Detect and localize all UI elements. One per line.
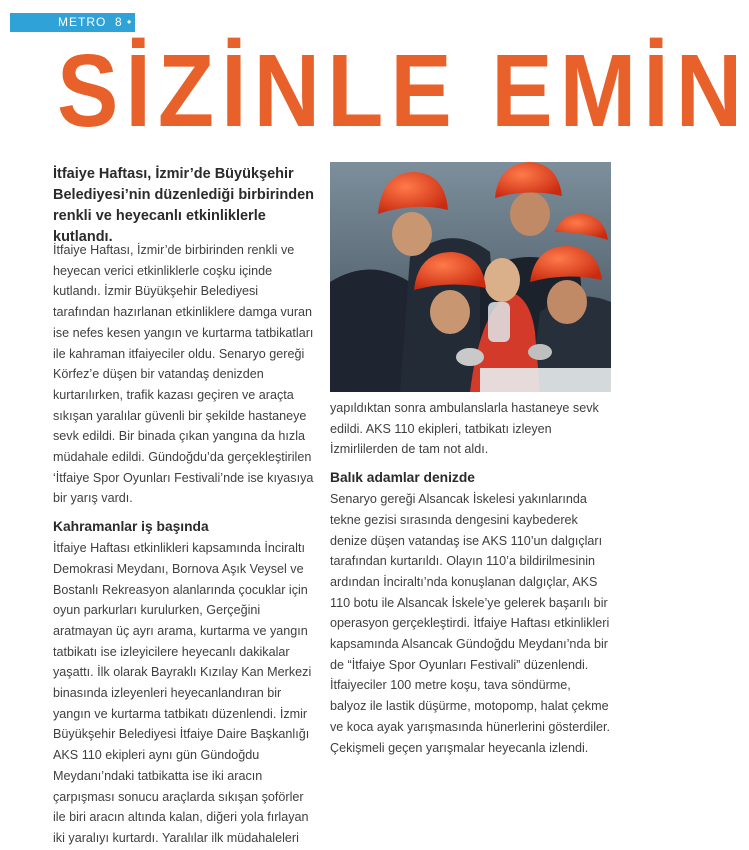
section-heading-heroes: Kahramanlar iş başında — [53, 519, 209, 535]
rescue-photo-illustration — [330, 162, 611, 392]
section-heading-divers: Balık adamlar denizde — [330, 470, 475, 486]
heroes-paragraph: İtfaiye Haftası etkinlikleri kapsamında İnciraltı Demokrasi Meydanı, Bornova Aşık Veysel ve Bostanlı Rekreasyon alanlarında çocuklar için oyun parkurları kurulurken, Gerçeğini aratmayan üç ayrı arama, kurtarma ve yangın tatbikatı ise izleyicilere heyecanlı dakikalar yaşattı. İlk olarak Bayraklı Kızılay Kan Merkezi binasında izleyenleri heyecanlandıran bir yangın ve kurtarma tatbikatı düzenlendi. İzmir Büyükşehir Belediyesi İtfaiye Daire Başkanlığı AKS 110 ekipleri aynı gün Gündoğdu Meydanı’ndaki tatbikatta ise iki aracın çarpışması sonucu araçlarda sıkışan şoförler ile biri aracın altında kalan, diğeri yola fırlayan iki yaralıyı kurtardı. Yaralılar ilk müdahaleleri — [53, 541, 312, 845]
headline: SİZİNLE EMİN — [57, 34, 749, 149]
divers-paragraph: Senaryo gereği Alsancak İskelesi yakınlarında tekne gezisi sırasında dengesini kaybederek denize düşen vatandaş ise AKS 110’un dalgıçları tarafından kurtarıldı. Olayın 110’a bildirilmesinin ardından İnciraltı’nda konuşlanan dalgıçlar, AKS 110 botu ile Alsancak İskele’ye gelerek başarılı bir operasyon gerçekleştirdi. İtfaiye Haftası etkinlikleri kapsamında Alsancak Gündoğdu Meydanı’nda bir de “İtfaiye Spor Oyunları Festivali” düzenlendi. İtfaiyeciler 100 metre koşu, tava söndürme, balyoz ile lastik düşürme, motopomp, halat çekme ve koca ayak yarışmasında hünerlerini gösterdiler. Çekişmeli geçen yarışmalar heyecanla izlendi. — [330, 492, 611, 755]
section-header-bar — [10, 13, 135, 32]
intro-paragraph: İtfaiye Haftası, İzmir’de birbirinden renkli ve heyecan verici etkinliklerle coşku içinde kutlandı. İzmir Büyükşehir Belediyesi tarafından hazırlanan etkinliklere damga vuran ise nefes kesen yangın ve kurtarma tatbikatları ile kahraman itfaiyeciler oldu. Senaryo gereği Körfez’e düşen bir vatandaş denizden kurtarılırken, trafik kazası geçiren ve araçta sıkışan yaralılar güvenli bir şekilde hastaneye sevk edildi. Bir binada çıkan yangına da hızla müdahale edildi. Gündoğdu’da gerçekleştirilen ‘İtfaiye Spor Oyunları Festivali’nde ise kıyasıya bir yarış vardı. — [53, 243, 314, 506]
rescue-photo — [330, 162, 611, 392]
lead-paragraph: İtfaiye Haftası, İzmir’de Büyükşehir Belediyesi’nin düzenlediği birbirinden renkli ve heyecanlı etkinliklerle kutlandı. — [53, 166, 315, 245]
article-column-2 — [330, 398, 610, 758]
continuation-paragraph: yapıldıktan sonra ambulanslarla hastaneye sevk edildi. AKS 110 ekipleri, tatbikatı izleyen İzmirlilerden de tam not aldı. — [330, 401, 599, 457]
section-label: METRO 8 • — [58, 15, 133, 29]
article-column-1 — [53, 240, 315, 849]
